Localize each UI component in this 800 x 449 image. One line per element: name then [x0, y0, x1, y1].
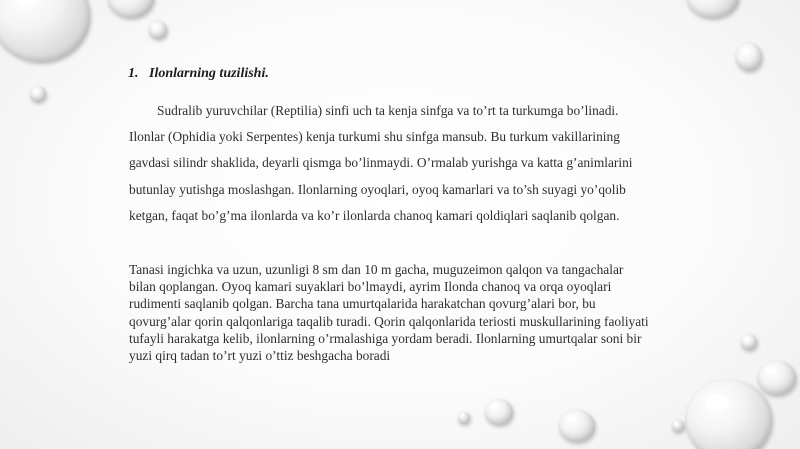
- water-drop-decoration: [686, 380, 772, 449]
- water-drop-decoration: [736, 43, 762, 71]
- heading-title: Ilonlarning tuzilishi.: [149, 66, 269, 81]
- water-drop-decoration: [672, 420, 684, 432]
- paragraph-2: Tanasi ingichka va uzun, uzunligi 8 sm dan 10 m gacha, muguzeimon qalqon va tangachalar bilan qoplangan. Oyoq kamari suyaklari bo’lmaydi, ayrim Ilonda chanoq va orqa oyoqlari rudimenti saqlanib qolgan. Barcha tana umurtqalarida harakatchan qovurg’alari bor, bu qovurg’alar qorin qalqonlariga taqalib turadi. Qorin qalqonlarida teriosti muskullarining faoliyati tufayli harakatga kelib, ilonlarning o’rmalashiga yordam beradi. Ilonlarning umurtqalar soni bir yuzi qirq tadan to’rt yuzi o’ttiz beshgacha boradi: [129, 262, 649, 364]
- water-drop-decoration: [458, 412, 470, 424]
- section-heading: [128, 66, 269, 82]
- water-drop-decoration: [108, 0, 154, 18]
- water-drop-decoration: [30, 86, 46, 102]
- water-drop-decoration: [0, 0, 90, 62]
- heading-number: 1.: [128, 66, 139, 81]
- water-drop-decoration: [559, 410, 595, 442]
- water-drop-decoration: [485, 399, 513, 425]
- water-drop-decoration: [687, 0, 739, 18]
- paragraph-1: Sudralib yuruvchilar (Reptilia) sinfi uch ta kenja sinfga va to’rt ta turkumga bo’linadi. Ilonlar (Ophidia yoki Serpentes) kenja turkumi shu sinfga mansub. Bu turkum vakillarining gavdasi silindr shaklida, deyarli qismga bo’linmaydi. O’rmalab yurishga va katta g’animlarini butunlay yutishga moslashgan. Ilonlarning oyoqlari, oyoq kamarlari va to’sh suyagi yo’qolib ketgan, faqat bo’g’ma ilonlarda va ko’r ilonlarda chanoq kamari qoldiqlari saqlanib qolgan.: [129, 103, 633, 223]
- water-drop-decoration: [741, 334, 757, 350]
- water-drop-decoration: [149, 21, 167, 39]
- water-drop-decoration: [758, 361, 796, 395]
